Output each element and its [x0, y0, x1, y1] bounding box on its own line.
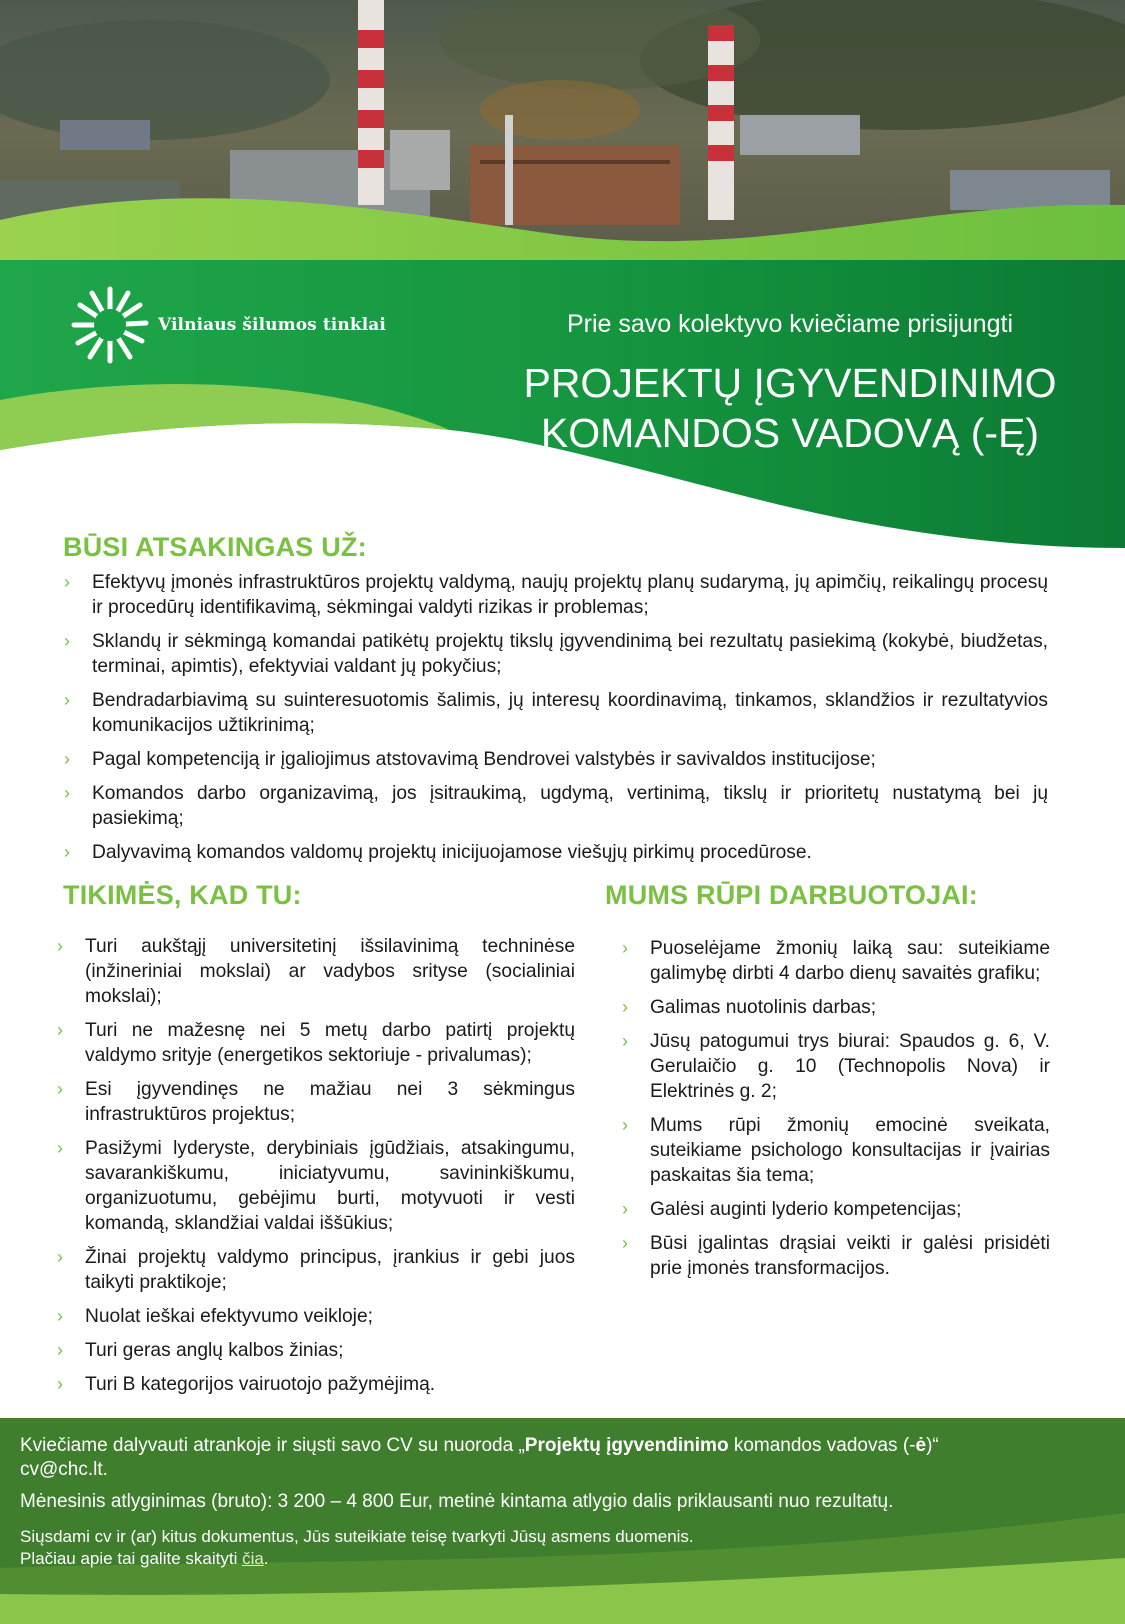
chevron-right-icon: › [57, 1079, 63, 1099]
list-item: › Nuolat ieškai efektyvumo veikloje; [57, 1306, 373, 1327]
responsibilities-list [62, 570, 1048, 874]
chevron-right-icon: › [57, 1138, 63, 1158]
sun-logo-icon [70, 285, 150, 365]
logo-wordmark: Vilniaus šilumos tinklai [158, 315, 386, 335]
chevron-right-icon: › [64, 749, 70, 769]
list-item: › Esi įgyvendinęs ne mažiau nei 3 sėkmingus infrastruktūros projektus; [57, 1079, 575, 1125]
chevron-right-icon: › [622, 1199, 628, 1219]
list-item: › Turi aukštąjį universitetinį išsilavinimą techninėse (inžineriniai mokslai) ar vadybos srityse (socialiniai mokslai); [57, 936, 575, 1007]
chevron-right-icon: › [64, 842, 70, 862]
chevron-right-icon: › [57, 1374, 63, 1394]
chevron-right-icon: › [57, 1306, 63, 1326]
hero-artwork [0, 0, 1125, 560]
salary-text: Mėnesinis atlyginimas (bruto): 3 200 – 4 800 Eur, metinė kintama atlygio dalis priklausanti nuo rezultatų. [20, 1491, 894, 1512]
job-title [510, 358, 1070, 458]
job-title-line1: PROJEKTŲ ĮGYVENDINIMO [523, 360, 1057, 406]
list-item: › Puoselėjame žmonių laiką sau: suteikiame galimybę dirbti 4 darbo dienų savaitės grafiku; [622, 938, 1050, 984]
list-item: › Jūsų patogumui trys biurai: Spaudos g. 6, V. Gerulaičio g. 10 (Technopolis Nova) ir Elektrinės g. 2; [622, 1031, 1050, 1102]
hero-header [0, 0, 1125, 560]
expectations-title: TIKIMĖS, KAD TU: [63, 880, 302, 910]
company-logo [70, 285, 386, 365]
chimney-right [708, 25, 734, 220]
list-item: › Turi ne mažesnę nei 5 metų darbo patirtį projektų valdymo srityje (energetikos sektoriuje - privalumas); [57, 1020, 575, 1066]
list-item: › Turi B kategorijos vairuotojo pažymėjimą. [57, 1374, 436, 1395]
apply-email: cv@chc.lt. [20, 1459, 108, 1480]
list-item: › Galimas nuotolinis darbas; [622, 997, 877, 1018]
list-item: › Pasižymi lyderyste, derybiniais įgūdžiais, atsakingumu, savarankiškumu, iniciatyvumu, savininkiškumu, organizuotumu, gebėjimu burti, motyvuoti ir vesti komandą, sklandžiai valdai iššūkius; [57, 1138, 575, 1234]
chevron-right-icon: › [57, 1340, 63, 1360]
chevron-right-icon: › [622, 1115, 628, 1135]
list-item: › Turi geras anglų kalbos žinias; [57, 1340, 344, 1361]
list-item: › Komandos darbo organizavimą, jos įsitraukimą, ugdymą, vertinimą, tikslų ir prioritetų nustatymą bei jų pasiekimą; [64, 783, 1048, 829]
benefits-title: MUMS RŪPI DARBUOTOJAI: [605, 880, 978, 910]
chevron-right-icon: › [57, 1247, 63, 1267]
list-item: › Dalyvavimą komandos valdomų projektų inicijuojamose viešųjų pirkimų procedūrose. [64, 842, 812, 863]
invite-text: Prie savo kolektyvo kviečiame prisijungti [566, 310, 1013, 338]
list-item: › Efektyvų įmonės infrastruktūros projektų valdymą, naujų projektų planų sudarymą, jų apimčių, reikalingų procesų ir procedūrų identifikavimą, sėkmingai valdyti rizikas ir problemas; [64, 572, 1048, 618]
list-item: › Mums rūpi žmonių emocinė sveikata, suteikiame psichologo konsultacijas ir įvairias paskaitas šia tema; [622, 1115, 1050, 1186]
list-item: › Būsi įgalintas drąsiai veikti ir galėsi prisidėti prie įmonės transformacijos. [622, 1233, 1050, 1279]
list-item: › Sklandų ir sėkmingą komandai patikėtų projektų tikslų įgyvendinimą bei rezultatų pasiekimą (kokybė, biudžetas, terminai, apimtis), efektyviai valdant jų pokyčius; [64, 631, 1048, 677]
chevron-right-icon: › [64, 690, 70, 710]
apply-text: Kviečiame dalyvauti atrankoje ir siųsti savo CV su nuoroda „Projektų įgyvendinimo komandos vadovas (-ė)“ cv@chc.lt. [20, 1435, 939, 1480]
chevron-right-icon: › [622, 1233, 628, 1253]
chevron-right-icon: › [622, 1031, 628, 1051]
chevron-right-icon: › [622, 997, 628, 1017]
footer [0, 1418, 1125, 1624]
chevron-right-icon: › [622, 938, 628, 958]
gdpr-notice: Siųsdami cv ir (ar) kitus dokumentus, Jūs suteikiate teisę tvarkyti Jūsų asmens duomenis. Plačiau apie tai galite skaityti čia. [20, 1527, 694, 1568]
benefits-list [620, 936, 1050, 1290]
chevron-right-icon: › [57, 936, 63, 956]
expectations-list [55, 934, 575, 1406]
chevron-right-icon: › [57, 1020, 63, 1040]
chevron-right-icon: › [64, 572, 70, 592]
privacy-link[interactable]: čia [242, 1549, 264, 1568]
chevron-right-icon: › [64, 631, 70, 651]
list-item: › Žinai projektų valdymo principus, įrankius ir gebi juos taikyti praktikoje; [57, 1247, 575, 1293]
list-item: › Pagal kompetenciją ir įgaliojimus atstovavimą Bendrovei valstybės ir savivaldos institucijose; [64, 749, 876, 770]
chevron-right-icon: › [64, 783, 70, 803]
list-item: › Galėsi auginti lyderio kompetencijas; [622, 1199, 962, 1220]
job-title-line2: KOMANDOS VADOVĄ (-Ę) [540, 410, 1040, 456]
responsibilities-title: BŪSI ATSAKINGAS UŽ: [63, 532, 367, 562]
list-item: › Bendradarbiavimą su suinteresuotomis šalimis, jų interesų koordinavimą, tinkamos, sklandžios ir rezultatyvios komunikacijos užtikrinimą; [64, 690, 1048, 736]
